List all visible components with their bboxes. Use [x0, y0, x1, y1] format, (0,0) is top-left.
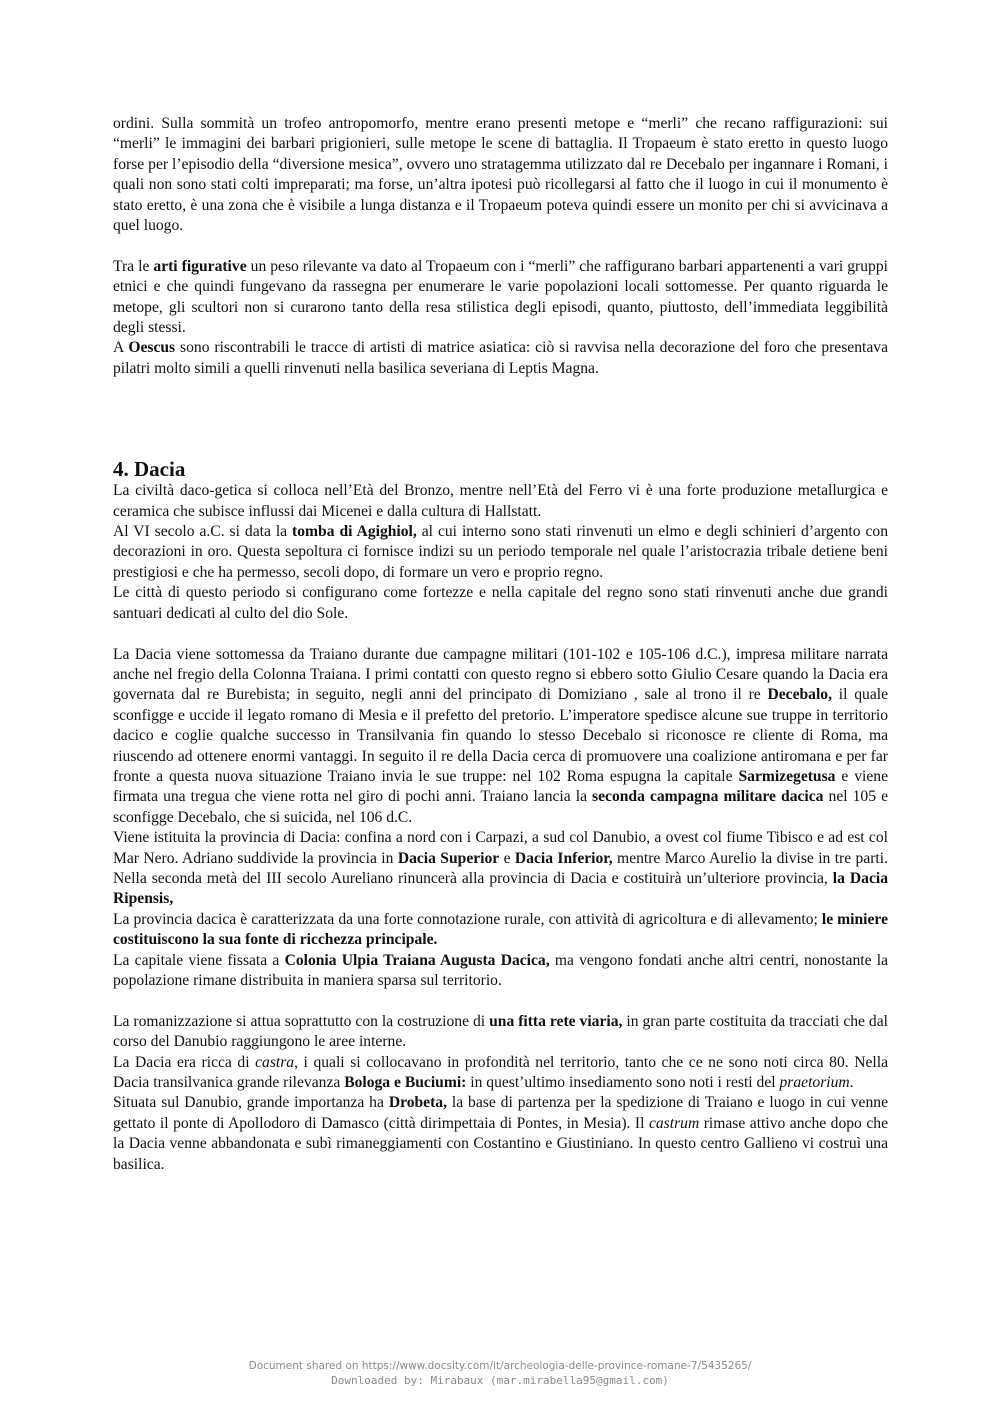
bold-term: Drobeta, — [388, 1094, 447, 1112]
bold-term: la Dacia Ripensis, — [113, 869, 888, 908]
paragraph-text: e viene firmata una tregua che viene rotta nel giro di pochi anni. Traiano lancia la — [113, 767, 888, 806]
paragraph-drobeta — [113, 1093, 888, 1175]
paragraph-castra — [113, 1053, 888, 1094]
paragraph-text: Le città di questo periodo si configurano come fortezze e nella capitale del regno sono stati rinvenuti anche due grandi santuari dedicati al culto del dio Sole. — [113, 584, 888, 622]
paragraph-citta-fortezze — [113, 583, 888, 624]
bold-term: le miniere costituiscono la sua fonte di ricchezza principale. — [113, 910, 888, 949]
paragraph-text: nel 105 e sconfigge Decebalo, che si suicida, nel 106 d.C. — [113, 788, 889, 826]
paragraph-conquista-traiano — [113, 645, 888, 829]
paragraph-text: La provincia dacica è caratterizzata da una forte connotazione rurale, con attività di agricoltura e di allevamento; — [113, 910, 822, 928]
italic-term: castra — [255, 1053, 295, 1071]
bold-term: Decebalo, — [767, 686, 833, 704]
paragraph-text: La Dacia era ricca di — [113, 1053, 256, 1071]
section-heading: 4. Dacia — [113, 457, 186, 482]
bold-term: tomba di Agighiol, — [292, 523, 417, 541]
paragraph-connotazione-rurale — [113, 910, 888, 951]
bold-term: seconda campagna militare dacica — [592, 788, 824, 806]
paragraph-oescus — [113, 338, 888, 379]
bold-term: Bologa e Buciumi: — [344, 1074, 467, 1092]
paragraph-text: A — [113, 339, 129, 357]
footer-shared-notice: Document shared on https://www.docsity.com/it/archeologia-delle-province-romane-7/5435265/ — [248, 1360, 752, 1372]
paragraph-text: Tra le — [113, 257, 154, 275]
bold-term: Dacia Superior — [397, 849, 500, 867]
paragraph-civilta-daco-getica — [113, 481, 888, 522]
paragraph-text: mentre Marco Aurelio la divise in tre parti. Nella seconda metà del III secolo Aureliano rinuncerà alla provincia di Dacia e costituirà un’ulteriore provincia, — [113, 849, 888, 887]
paragraph-tropaeum-description — [113, 114, 888, 236]
paragraph-text: Al VI secolo a.C. si data la — [113, 523, 293, 541]
paragraph-tomba-agighiol — [113, 522, 888, 583]
paragraph-text: La Dacia viene sottomessa da Traiano durante due campagne militari (101-102 e 105-106 d.C.), impresa militare narrata anche nel fregio della Colonna Traiana. I primi contatti con questo regno si ebbero sotto Giulio Cesare quando la Dacia era governata dal re Burebista; in seguito, negli anni del principato di Domiziano , sale al trono il re — [113, 645, 888, 704]
paragraph-text: Viene istituita la provincia di Dacia: confina a nord con i Carpazi, a sud col Danubio, a ovest col fiume Tibisco e ad est col Mar Nero. Adriano suddivide la provincia in — [113, 829, 888, 867]
paragraph-capitale — [113, 951, 888, 992]
paragraph-text: La romanizzazione si attua soprattutto con la costruzione di — [113, 1012, 490, 1030]
paragraph-text: in quest’ultimo insediamento sono noti i resti del — [466, 1074, 780, 1092]
footer-downloaded-by: Downloaded by: Mirabaux (mar.mirabella95@gmail.com) — [331, 1374, 669, 1387]
bold-term: Colonia Ulpia Traiana Augusta Dacica, — [284, 951, 550, 969]
paragraph-text: Situata sul Danubio, grande importanza ha — [113, 1094, 389, 1112]
paragraph-text: e — [499, 849, 515, 867]
document-page — [113, 114, 888, 1175]
paragraph-text: La capitale viene fissata a — [113, 951, 285, 969]
paragraph-text: al cui interno sono stati rinvenuti un elmo e degli schinieri d’argento con decorazioni in oro. Questa sepoltura ci fornisce indizi su un periodo temporale nel quale l’aristocrazia tribale detiene beni prestigiosi e che ha permesso, secoli dopo, di formare un vero e proprio regno. — [113, 523, 888, 581]
bold-term: Oescus — [128, 339, 176, 357]
paragraph-text: la base di partenza per la spedizione di Traiano e luogo in cui venne gettato il ponte di Apollodoro di Damasco (città dirimpettaia di Pontes, in Mesia). Il — [113, 1094, 888, 1132]
paragraph-romanizzazione — [113, 1012, 888, 1053]
paragraph-text: in gran parte costituita da tracciati che dal corso del Danubio raggiungono le aree interne. — [113, 1012, 888, 1051]
paragraph-text: il quale sconfigge e uccide il legato romano di Mesia e il prefetto del pretorio. L’imperatore spedisce alcune sue truppe in territorio dacico e coglie qualche successo in Transilvania fin quando lo stesso Decebalo si riconosce re cliente di Roma, ma riuscendo ad ottenere enormi vantaggi. In seguito il re della Dacia cerca di promuovere una coalizione antiromana e per far fronte a questa nuova situazione Traiano invia le sue truppe: nel 102 Roma espugna la capitale — [113, 686, 888, 785]
paragraph-arti-figurative — [113, 257, 888, 339]
italic-term: praetorium — [779, 1074, 850, 1092]
paragraph-text: un peso rilevante va dato al Tropaeum con i “merli” che raffigurano barbari appartenenti a vari gruppi etnici e che quindi fungevano da rassegna per enumerare le varie popolazioni locali sottomesse. Per quanto riguarda le metope, gli scultori non si curarono tanto della resa stilistica degli episodi, quanto, piuttosto, dell’immediata leggibilità degli stessi. — [113, 257, 888, 337]
paragraph-text: rimase attivo anche dopo che la Dacia venne abbandonata e subì rimaneggiamenti con Costantino e Giustiniano. In questo centro Gallieno vi costruì una basilica. — [113, 1114, 888, 1173]
paragraph-provincia-dacia — [113, 828, 888, 910]
italic-term: castrum — [648, 1114, 700, 1132]
bold-term: Sarmizegetusa — [738, 767, 836, 785]
bold-term: una fitta rete viaria, — [489, 1012, 623, 1030]
paragraph-text: , i quali si collocavano in profondità nel territorio, tanto che ce ne sono noti circa 80. Nella Dacia transilvanica grande rilevanza — [113, 1053, 889, 1092]
paragraph-text: La civiltà daco-getica si colloca nell’Età del Bronzo, mentre nell’Età del Ferro vi è una forte produzione metallurgica e ceramica che subisce influssi dai Micenei e dalla cultura di Hallstatt. — [113, 482, 888, 520]
paragraph-text: sono riscontrabili le tracce di artisti di matrice asiatica: ciò si ravvisa nella decorazione del foro che presentava pilatri molto simili a quelli rinvenuti nella basilica severiana di Leptis Magna. — [113, 339, 888, 377]
bold-term: Dacia Inferior, — [514, 849, 613, 867]
bold-term: arti figurative — [153, 257, 247, 275]
paragraph-text: ma vengono fondati anche altri centri, nonostante la popolazione rimane distribuita in maniera sparsa sul territorio. — [113, 951, 888, 989]
paragraph-text: . — [849, 1074, 854, 1092]
paragraph-text: ordini. Sulla sommità un trofeo antropomorfo, mentre erano presenti metope e “merli” che recano raffigurazioni: sui “merli” le immagini dei barbari prigionieri, sulle metope le scene di battaglia. Il Tropaeum è stato eretto in questo luogo forse per l’episodio della “diversione mesica”, ovvero uno stratagemma utilizzato dal re Decebalo per ingannare i Romani, i quali non sono stati colti impreparati; ma forse, un’altra ipotesi può ricollegarsi al fatto che il luogo in cui il monumento è stato eretto, è una zona che è visibile a lunga distanza e il Tropaeum poteva quindi essere un monito per chi si avvicinava a quel luogo. — [113, 115, 888, 235]
